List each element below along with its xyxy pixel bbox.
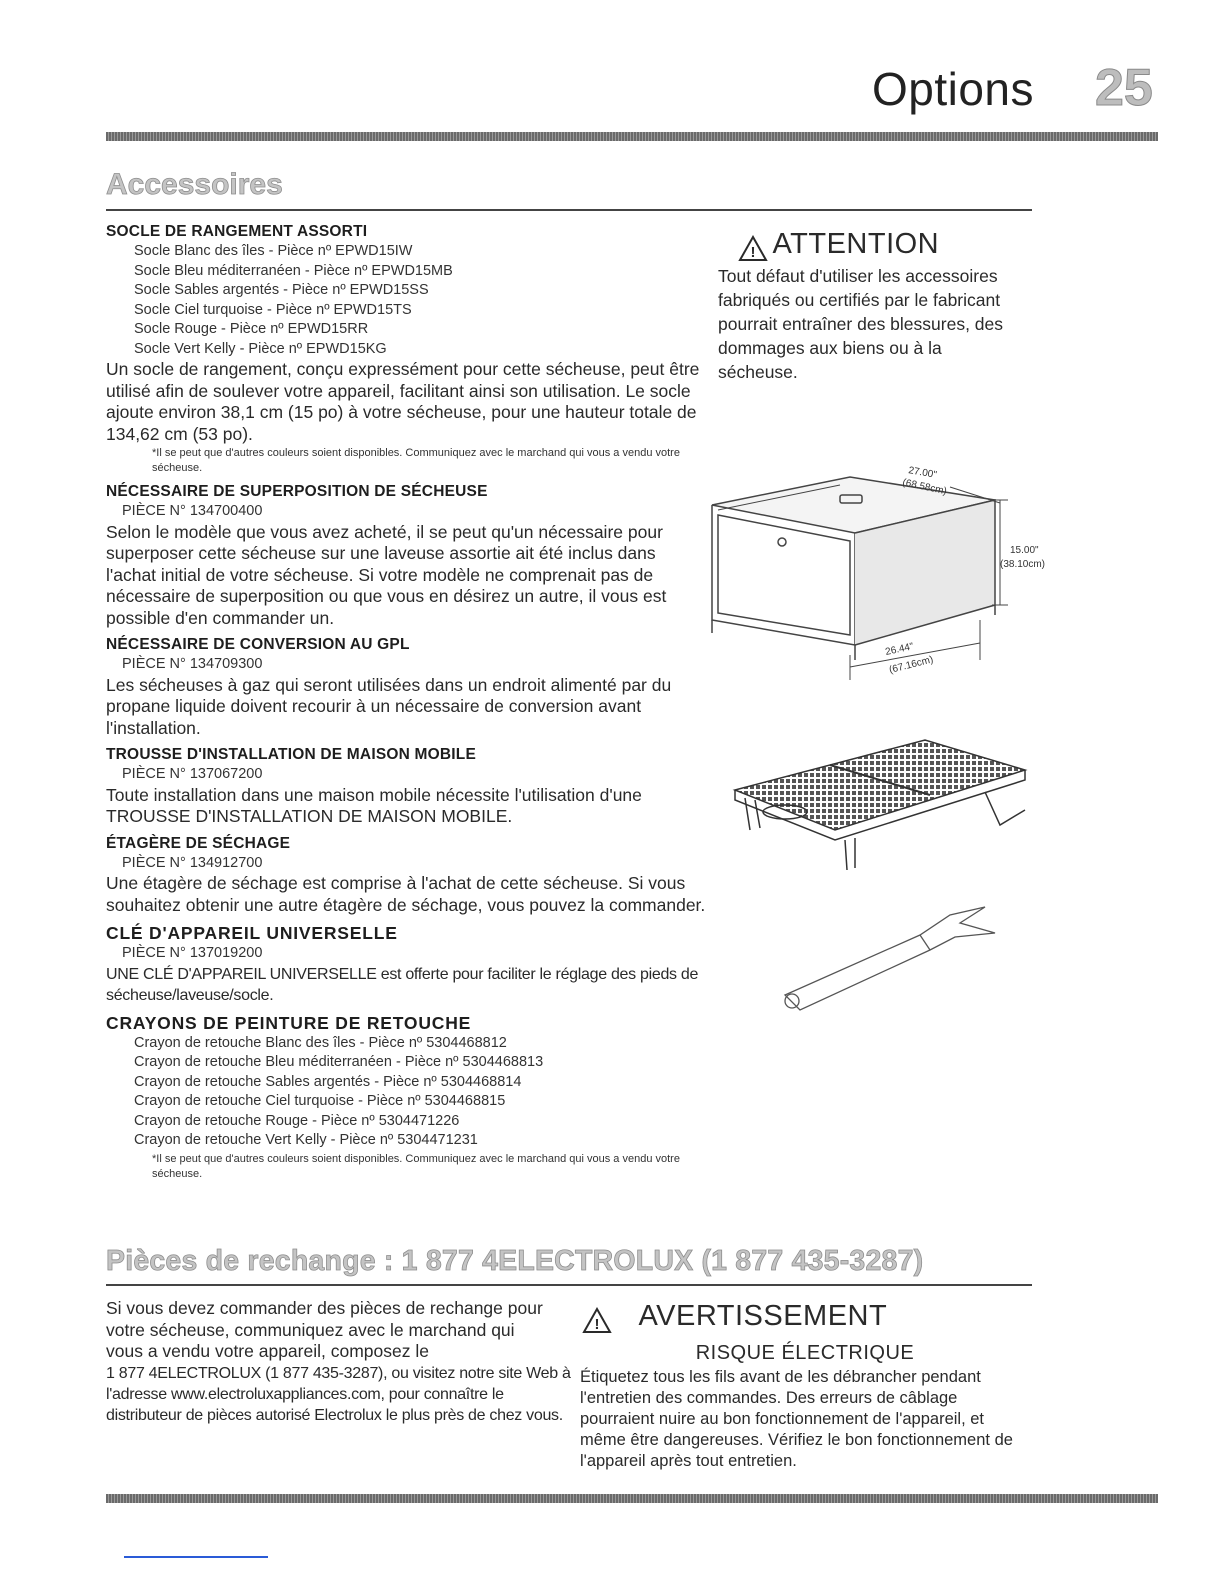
svg-text:!: ! (594, 1316, 600, 1334)
pedestal-block (106, 222, 706, 476)
attention-body: Tout défaut d'utiliser les accessoires fabriqués ou certifiés par le fabricant pourrait entraîner des blessures, des dommages aux biens ou à la sécheuse. (718, 266, 1004, 383)
dim-height: 15.00" (1010, 545, 1039, 556)
stack-kit-part: PIÈCE N° 134700400 (122, 503, 263, 519)
touchup-item: Crayon de retouche Blanc des îles - Pièce nº 5304468812 (134, 1034, 507, 1051)
lp-kit-part: PIÈCE N° 134709300 (122, 656, 263, 672)
mobile-home-part: PIÈCE N° 137067200 (122, 766, 263, 782)
touchup-item: Crayon de retouche Sables argentés - Pièce nº 5304468814 (134, 1073, 522, 1090)
warning-body: Étiquetez tous les fils avant de les débrancher pendant l'entretien des commandes. Des erreurs de câblage pourraient nuire au bon fonctionnement de l'appareil, et même être dangereuses. Vérifiez le bon fonctionnement de l'appareil après tout entretien. (580, 1368, 1013, 1471)
pedestal-item: Socle Bleu méditerranéen - Pièce nº EPWD15MB (134, 262, 453, 279)
footer-rule (106, 1494, 1158, 1503)
section-title-parts: Pièces de rechange : 1 877 4ELECTROLUX (1 877 435-3287) (106, 1245, 924, 1277)
mobile-home-body: Toute installation dans une maison mobile nécessite l'utilisation d'une TROUSSE D'INSTALLATION DE MAISON MOBILE. (106, 784, 642, 826)
dim-width: 27.00" (907, 465, 938, 481)
pedestal-item: Socle Ciel turquoise - Pièce nº EPWD15TS (134, 301, 412, 318)
dry-rack-heading: ÉTAGÈRE DE SÉCHAGE (106, 834, 291, 852)
touchup-note: *Il se peut que d'autres couleurs soient disponibles. Communiquez avec le marchand qui vous a vendu votre sécheuse. (152, 1152, 680, 1180)
pedestal-item: Socle Blanc des îles - Pièce nº EPWD15IW (134, 243, 413, 259)
warning-header (582, 1300, 1030, 1334)
attention-box (718, 228, 1018, 384)
touchup-item: Crayon de retouche Rouge - Pièce nº 5304471226 (134, 1112, 460, 1129)
wrench-block (106, 922, 706, 1006)
pedestal-note: *Il se peut que d'autres couleurs soient disponibles. Communiquez avec le marchand qui vous a vendu votre sécheuse. (152, 447, 680, 474)
stack-kit-heading: NÉCESSAIRE DE SUPERPOSITION DE SÉCHEUSE (106, 483, 488, 500)
wrench-part: PIÈCE N° 137019200 (122, 945, 263, 961)
page-number: 25 (1095, 59, 1153, 117)
pedestal-item: Socle Rouge - Pièce nº EPWD15RR (134, 321, 369, 337)
warning-title: AVERTISSEMENT (638, 1300, 888, 1332)
touchup-item: Crayon de retouche Vert Kelly - Pièce nº 5304471231 (134, 1132, 478, 1148)
attention-title: ATTENTION (772, 228, 940, 260)
touchup-item: Crayon de retouche Ciel turquoise - Pièce nº 5304468815 (134, 1093, 506, 1109)
pedestal-item: Socle Sables argentés - Pièce nº EPWD15SS (134, 282, 429, 298)
drying-rack-illustration (725, 730, 1035, 880)
accessories-list (106, 222, 706, 1188)
mobile-home-heading: TROUSSE D'INSTALLATION DE MAISON MOBILE (106, 746, 476, 763)
warning-triangle-icon (738, 235, 768, 262)
accessories-rule (106, 209, 1032, 211)
warning-triangle-icon (582, 1307, 612, 1334)
warning-subtitle: RISQUE ÉLECTRIQUE (695, 1342, 915, 1365)
pedestal-body: Un socle de rangement, conçu expressément pour cette sécheuse, peut être utilisé afin de soulever votre appareil, facilitant ainsi son utilisation. Le socle ajoute environ 38,1 cm (15 po) à votre sécheuse, pour une hauteur totale de 134,62 cm (53 po). (106, 359, 700, 444)
dim-depth: 26.44" (884, 641, 915, 658)
dry-rack-block (106, 834, 706, 917)
page-title: Options (871, 63, 1034, 115)
pedestal-illustration (700, 455, 1060, 695)
lp-kit-heading: NÉCESSAIRE DE CONVERSION AU GPL (106, 636, 410, 653)
lp-kit-body: Les sécheuses à gaz qui seront utilisées dans un endroit alimenté par du propane liquide doivent recourir à un nécessaire de conversion avant l'installation. (106, 674, 672, 738)
wrench-illustration (770, 895, 1010, 1020)
stack-kit-body: Selon le modèle que vous avez acheté, il se peut qu'un nécessaire pour superposer cette sécheuse sur une laveuse assortie ait été inclus dans l'achat initial de votre sécheuse. Si votre modèle ne comprenait pas de nécessaire de superposition ou que vous en désirez un autre, il vous est possible d'en commander un. (106, 521, 667, 628)
parts-body-a: Si vous devez commander des pièces de rechange pour votre sécheuse, communiquez avec le marchand qui vous a vendu votre appareil, composez le (106, 1298, 543, 1361)
mobile-home-block (106, 745, 706, 828)
pedestal-heading: SOCLE DE RANGEMENT ASSORTI (106, 223, 368, 240)
footer-blue-line (124, 1556, 268, 1558)
svg-text:!: ! (750, 244, 756, 262)
pedestal-item: Socle Vert Kelly - Pièce nº EPWD15KG (134, 340, 387, 357)
wrench-body: UNE CLÉ D'APPAREIL UNIVERSELLE est offerte pour faciliter le réglage des pieds de sécheuse/laveuse/socle. (106, 965, 699, 1004)
dry-rack-body: Une étagère de séchage est comprise à l'achat de cette sécheuse. Si vous souhaitez obtenir une autre étagère de séchage, vous pouvez la commander. (106, 873, 706, 915)
parts-body (106, 1298, 576, 1426)
attention-header (738, 228, 1018, 262)
touchup-item: Crayon de retouche Bleu méditerranéen - Pièce nº 5304468813 (134, 1054, 544, 1070)
stack-kit-block (106, 482, 706, 629)
touchup-heading: CRAYONS DE PEINTURE DE RETOUCHE (106, 1012, 472, 1033)
dim-width-cm: (68.58cm) (901, 477, 948, 498)
touchup-block (106, 1012, 706, 1182)
lp-kit-block (106, 635, 706, 739)
dim-height-cm: (38.10cm) (1000, 559, 1046, 570)
header-rule (106, 132, 1158, 141)
wrench-heading: CLÉ D'APPAREIL UNIVERSELLE (106, 923, 398, 943)
dry-rack-part: PIÈCE N° 134912700 (122, 854, 263, 871)
parts-rule (106, 1284, 1032, 1286)
section-title-accessories: Accessoires (106, 168, 283, 201)
parts-body-b: 1 877 4ELECTROLUX (1 877 435-3287), ou visitez notre site Web à l'adresse www.electroluxappliances.com, pour connaître le distributeur de pièces autorisé Electrolux le plus près de chez vous. (106, 1364, 571, 1424)
warning-box (580, 1300, 1030, 1472)
dim-depth-cm: (67.16cm) (888, 654, 935, 676)
